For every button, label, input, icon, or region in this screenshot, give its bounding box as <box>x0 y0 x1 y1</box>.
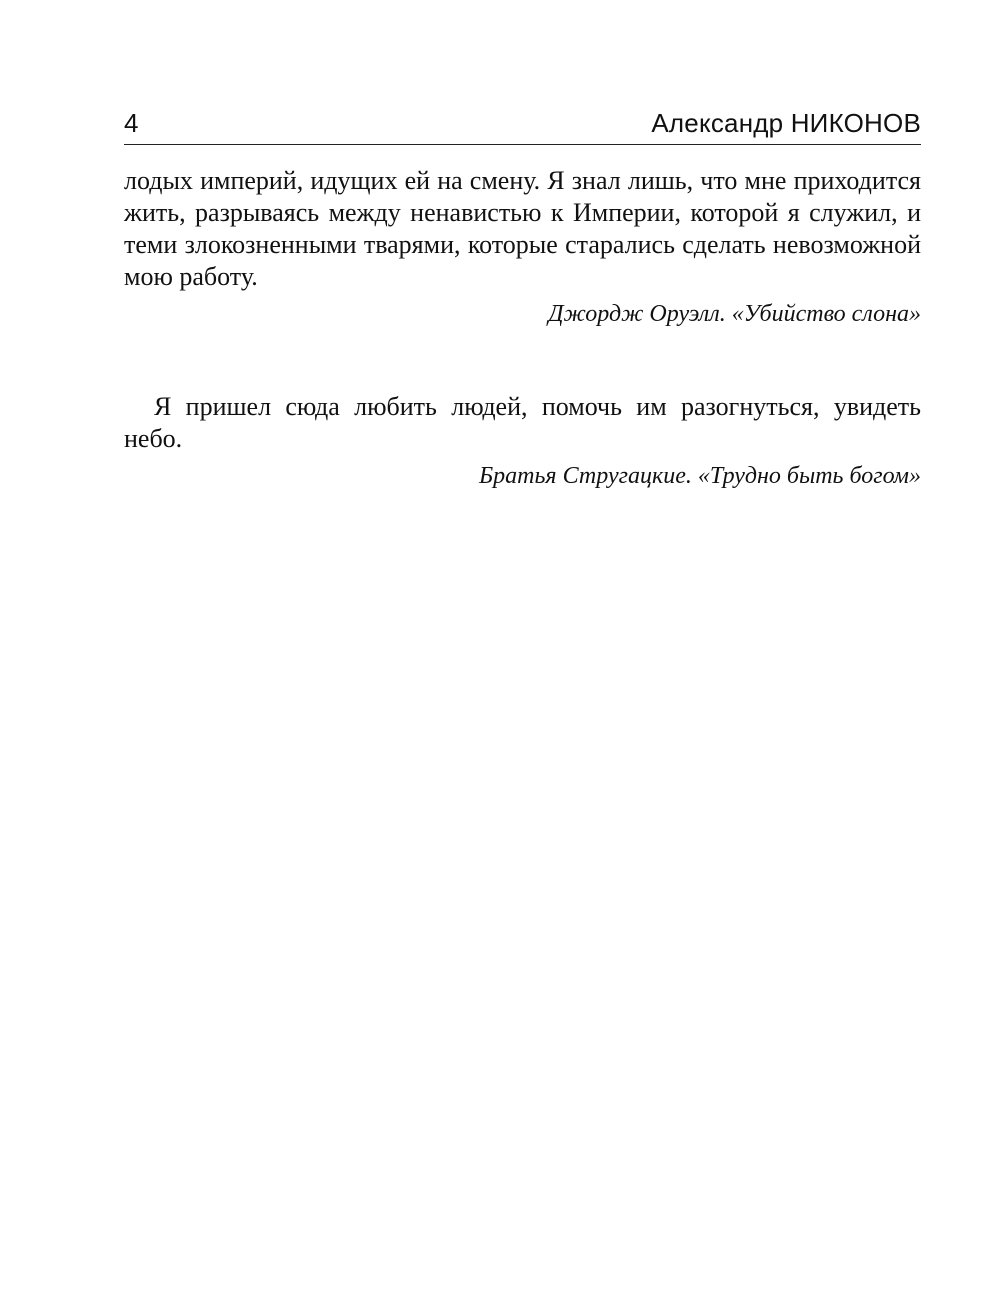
quote-attribution: Джордж Оруэлл. «Убийство слона» <box>548 301 921 327</box>
epigraph-strugatsky <box>124 391 921 491</box>
book-page <box>124 108 921 491</box>
page-number: 4 <box>124 108 139 138</box>
quote-text: лодых империй, идущих ей на смену. Я знал лишь, что мне приходится жить, разрываясь между ненавистью к Империи, которой я служил, и теми злокозненными тварями, которые старались сделать невозможной мою работу. <box>124 166 921 291</box>
quote-attribution: Братья Стругацкие. «Трудно быть богом» <box>479 463 921 489</box>
epigraph-orwell <box>124 165 921 329</box>
quote-text: Я пришел сюда любить людей, помочь им разогнуться, увидеть небо. <box>124 392 921 453</box>
header-author: Александр НИКОНОВ <box>651 108 921 138</box>
running-header <box>124 108 921 145</box>
